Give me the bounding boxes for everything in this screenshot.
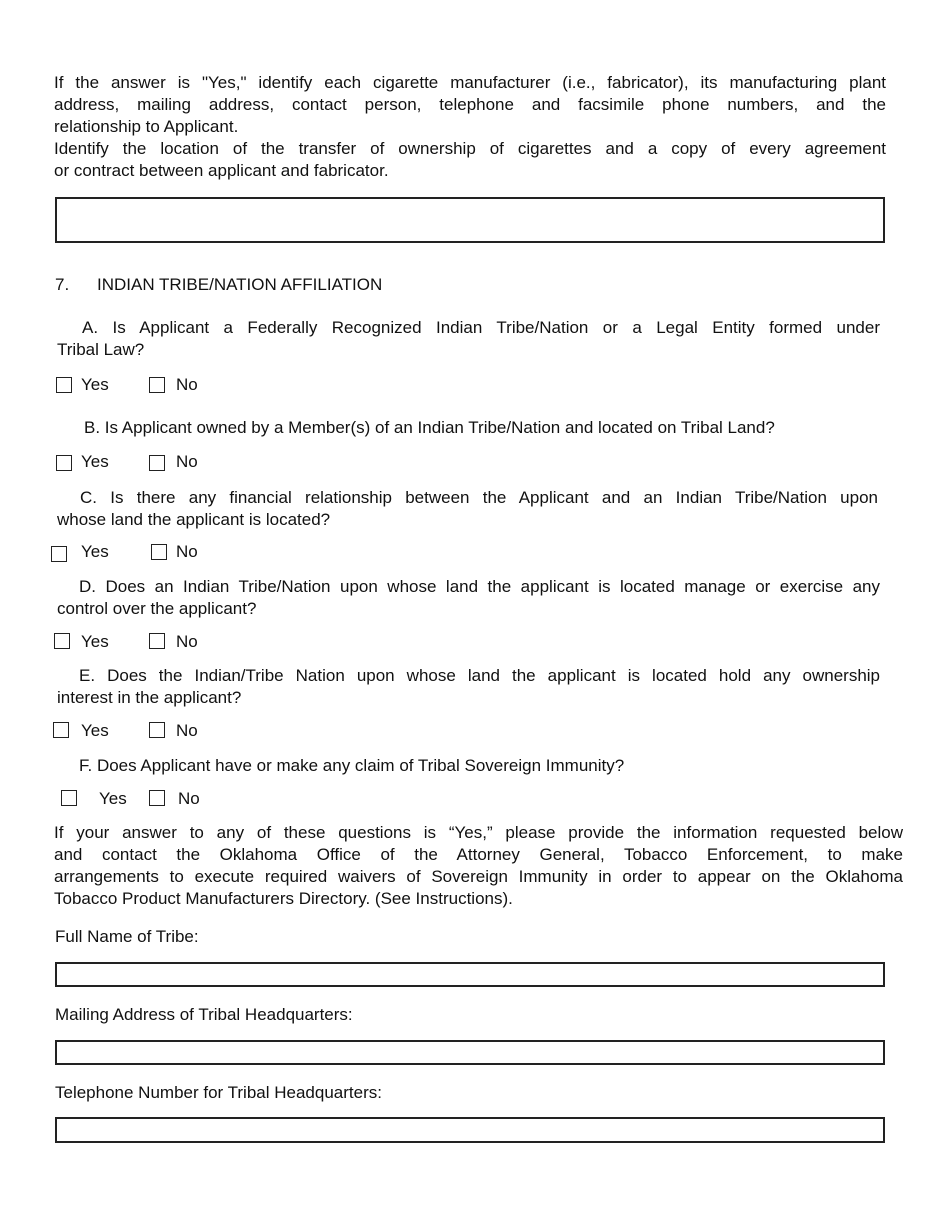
question-a-yes-label: Yes [81, 375, 109, 394]
question-b-yes-label: Yes [81, 452, 109, 471]
tribe-name-input[interactable] [55, 962, 885, 987]
question-a-text-cont: Tribal Law? [57, 340, 145, 359]
question-c-yes-label: Yes [81, 542, 109, 561]
question-d-text: D. Does an Indian Tribe/Nation upon whose land the applicant is located manage or exercise any [79, 577, 880, 596]
instruction-line: arrangements to execute required waivers of Sovereign Immunity in order to appear on the Oklahoma [54, 867, 903, 886]
telephone-input[interactable] [55, 1117, 885, 1143]
question-d-yes-checkbox[interactable] [54, 633, 70, 649]
question-d-no-checkbox[interactable] [149, 633, 165, 649]
question-e-no-checkbox[interactable] [149, 722, 165, 738]
intro-paragraph [54, 72, 886, 182]
intro-line: relationship to Applicant. [54, 117, 239, 136]
question-c-no-label: No [176, 542, 198, 561]
question-a-yes-checkbox[interactable] [56, 377, 72, 393]
tribe-name-label: Full Name of Tribe: [55, 927, 199, 946]
question-b-no-label: No [176, 452, 198, 471]
question-a-no-checkbox[interactable] [149, 377, 165, 393]
intro-line: or contract between applicant and fabricator. [54, 161, 389, 180]
mailing-address-label: Mailing Address of Tribal Headquarters: [55, 1005, 353, 1024]
question-b-text: B. Is Applicant owned by a Member(s) of an Indian Tribe/Nation and located on Tribal Land? [84, 418, 775, 437]
question-e-yes-checkbox[interactable] [53, 722, 69, 738]
question-f-no-checkbox[interactable] [149, 790, 165, 806]
question-e-no-label: No [176, 721, 198, 740]
intro-line: address, mailing address, contact person, telephone and facsimile phone numbers, and the [54, 95, 886, 114]
question-f-text: F. Does Applicant have or make any claim of Tribal Sovereign Immunity? [79, 756, 625, 775]
question-d-no-label: No [176, 632, 198, 651]
question-d-yes-label: Yes [81, 632, 109, 651]
instruction-line: Tobacco Product Manufacturers Directory. (See Instructions). [54, 889, 513, 908]
question-c-no-checkbox[interactable] [151, 544, 167, 560]
question-b-yes-checkbox[interactable] [56, 455, 72, 471]
question-c-text: C. Is there any financial relationship between the Applicant and an Indian Tribe/Nation upon [80, 488, 878, 507]
mailing-address-input[interactable] [55, 1040, 885, 1065]
question-f-yes-checkbox[interactable] [61, 790, 77, 806]
manufacturer-info-field[interactable] [55, 197, 885, 243]
intro-line: If the answer is "Yes," identify each cigarette manufacturer (i.e., fabricator), its manufacturing plant [54, 73, 886, 92]
question-f-no-label: No [178, 789, 200, 808]
section-title: INDIAN TRIBE/NATION AFFILIATION [97, 275, 383, 294]
instruction-line: If your answer to any of these questions is “Yes,” please provide the information requested below [54, 823, 903, 842]
question-a-no-label: No [176, 375, 198, 394]
question-c-yes-checkbox[interactable] [51, 546, 67, 562]
question-b-no-checkbox[interactable] [149, 455, 165, 471]
question-c-text-cont: whose land the applicant is located? [57, 510, 331, 529]
instruction-paragraph [54, 822, 903, 910]
question-e-text: E. Does the Indian/Tribe Nation upon whose land the applicant is located hold any ownership [79, 666, 880, 685]
question-e-yes-label: Yes [81, 721, 109, 740]
telephone-label: Telephone Number for Tribal Headquarters: [55, 1083, 382, 1102]
question-d-text-cont: control over the applicant? [57, 599, 257, 618]
question-a-text: A. Is Applicant a Federally Recognized Indian Tribe/Nation or a Legal Entity formed under [82, 318, 880, 337]
section-number: 7. [55, 275, 70, 294]
intro-line: Identify the location of the transfer of ownership of cigarettes and a copy of every agreement [54, 139, 886, 158]
question-e-text-cont: interest in the applicant? [57, 688, 242, 707]
instruction-line: and contact the Oklahoma Office of the Attorney General, Tobacco Enforcement, to make [54, 845, 903, 864]
question-f-yes-label: Yes [99, 789, 127, 808]
